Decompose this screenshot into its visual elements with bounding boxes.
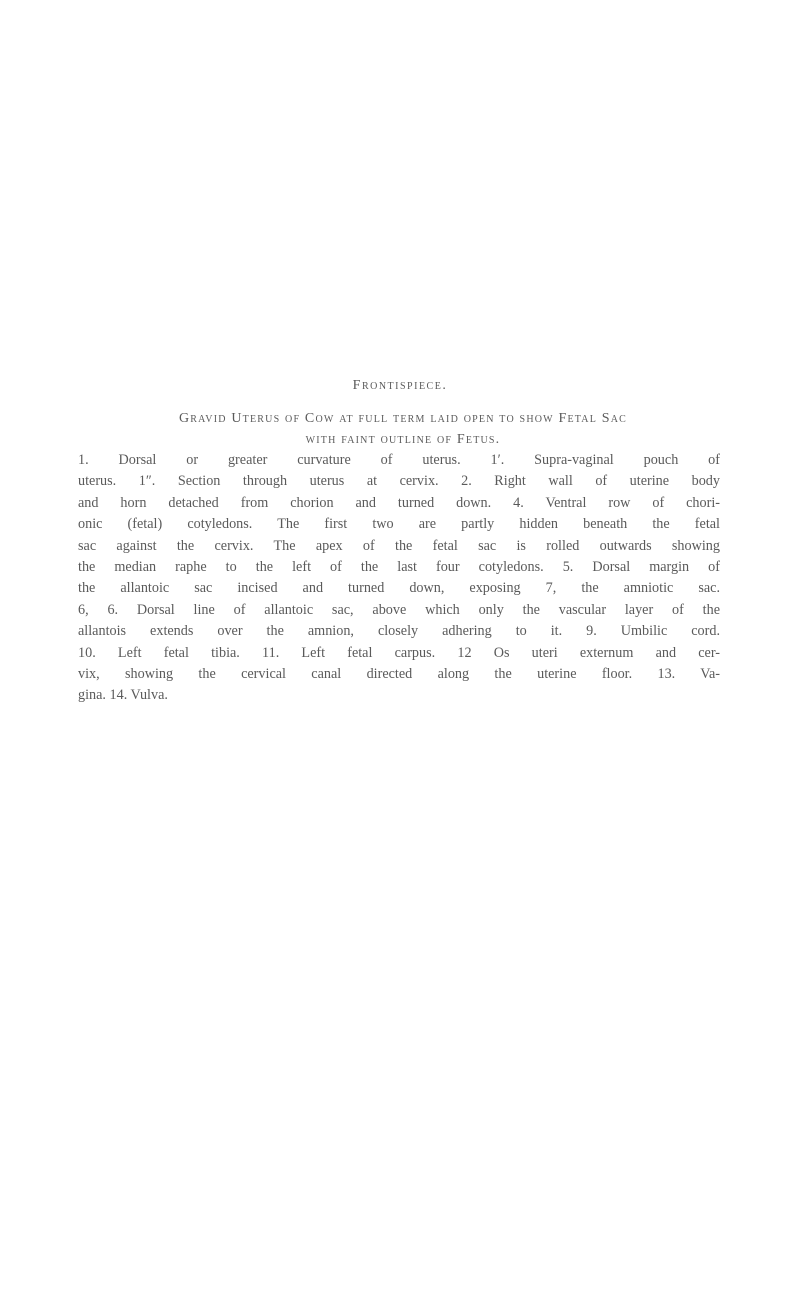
- caption-line: onic (fetal) cotyledons. The first two are partly hidden beneath the fetal: [78, 516, 720, 533]
- caption-line: uterus. 1″. Section through uterus at cervix. 2. Right wall of uterine body: [78, 473, 720, 490]
- caption-line: sac against the cervix. The apex of the fetal sac is rolled outwards showing: [78, 537, 720, 554]
- caption-line: 6, 6. Dorsal line of allantoic sac, above which only the vascular layer of the: [78, 601, 720, 618]
- plate-title: [78, 408, 728, 450]
- plate-title-line-1: Gravid Uterus of Cow at full term laid open to show Fetal Sac: [178, 411, 628, 426]
- frontispiece-heading: Frontispiece.: [352, 378, 448, 393]
- plate-title-line-2: with faint outline of Fetus.: [305, 432, 501, 447]
- caption-line: 1. Dorsal or greater curvature of uterus. 1′. Supra-vaginal pouch of: [78, 452, 720, 468]
- caption-line: 10. Left fetal tibia. 11. Left fetal carpus. 12 Os uteri externum and cer-: [78, 644, 720, 661]
- caption-line: vix, showing the cervical canal directed along the uterine floor. 13. Va-: [78, 666, 720, 683]
- caption-line: gina. 14. Vulva.: [78, 687, 168, 704]
- plate-caption: [78, 450, 720, 707]
- caption-line: the median raphe to the left of the last four cotyledons. 5. Dorsal margin of: [78, 559, 720, 576]
- caption-line: and horn detached from chorion and turned down. 4. Ventral row of chori-: [78, 494, 720, 511]
- caption-line: the allantoic sac incised and turned down, exposing 7, the amniotic sac.: [78, 580, 720, 597]
- caption-line: allantois extends over the amnion, closely adhering to it. 9. Umbilic cord.: [78, 623, 720, 640]
